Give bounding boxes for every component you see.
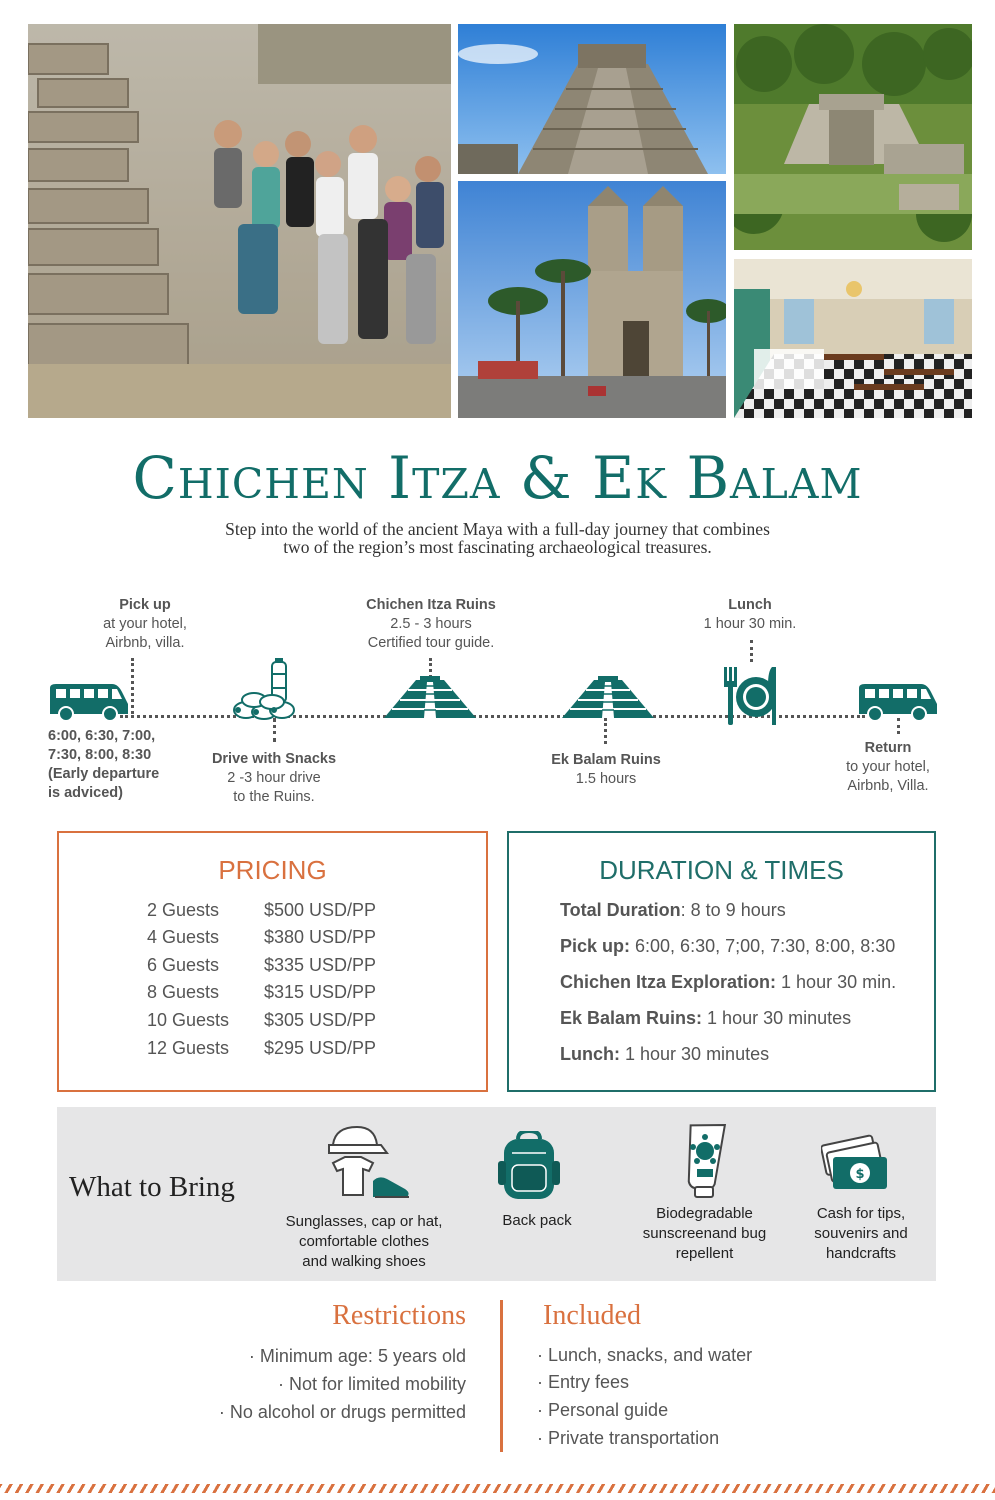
chichen-itza-pyramid-photo [458,24,726,174]
cap-and-shoes-icon [325,1123,413,1203]
price-amount: $380 USD/PP [264,927,377,947]
return-van-icon [855,682,939,722]
price-guests: 6 Guests [147,955,220,975]
bring-cash-line-3: handcrafts [825,1245,897,1262]
bring-cash-line-2: souvenirs and [814,1225,908,1242]
included-item: · Private transportation [537,1428,720,1448]
lunch-title: Lunch [728,597,772,613]
ek-balam-pyramid-icon [562,676,654,718]
colonial-church-photo [458,181,726,418]
duration-value: : 8 to 9 hours [680,900,786,920]
bring-item-sunscreen [617,1204,792,1264]
bring-sunscreen-line-1: Biodegradable [656,1205,753,1222]
decorative-bottom-border [0,1484,995,1493]
duration-label: Lunch: [560,1044,620,1064]
intro-line-2: two of the region’s most fascinating archaeological treasures. [283,537,712,557]
ek-balam-ruins-photo [734,24,972,250]
drive-connector [273,718,276,742]
duration-row [560,900,786,921]
drive-line-2: to the Ruins. [233,789,315,805]
intro-text [160,520,835,556]
backpack-icon [498,1131,560,1201]
included-item: · Entry fees [537,1372,630,1392]
bring-backpack-line-1: Back pack [502,1212,572,1229]
return-title: Return [864,740,912,756]
ekbalam-line-1: 1.5 hours [575,771,637,787]
svg-text:$: $ [855,1167,865,1182]
chichen-itza-stop [340,596,522,653]
price-amount: $315 USD/PP [264,982,377,1002]
restriction-item: · Minimum age: 5 years old [248,1346,466,1366]
price-amount: $500 USD/PP [264,900,377,920]
drive-title: Drive with Snacks [211,751,337,767]
chichen-line-1: 2.5 - 3 hours [390,616,472,632]
bring-sunscreen-line-3: repellent [675,1245,734,1262]
duration-row [560,1008,851,1029]
return-line-2: Airbnb, Villa. [847,778,929,794]
group-of-tourists-photo [28,24,451,418]
duration-box [507,831,936,1092]
chichen-itza-pyramid-icon [384,676,476,718]
price-guests: 12 Guests [147,1038,230,1058]
duration-value: 1 hour 30 minutes [702,1008,852,1028]
duration-value: 1 hour 30 min. [776,972,897,992]
ekbalam-title: Ek Balam Ruins [551,752,661,768]
bring-item-clothes [279,1212,449,1272]
pickup-title: Pick up [119,597,171,613]
snacks-and-water-icon [232,658,300,720]
restriction-item: · Not for limited mobility [277,1374,466,1394]
drive-stop [190,750,358,807]
pickup-times-line-1: 6:00, 6:30, 7:00, [48,728,156,744]
chichen-title: Chichen Itza Ruins [366,597,496,613]
duration-heading: DURATION & TIMES [599,855,844,885]
ek-balam-stop [525,751,687,789]
pickup-times-line-4: is adviced) [48,785,123,801]
bring-clothes-line-1: Sunglasses, cap or hat, [285,1213,443,1230]
duration-value: 1 hour 30 minutes [620,1044,770,1064]
cash-icon [821,1133,891,1193]
price-guests: 2 Guests [147,900,220,920]
lunch-stop [680,596,820,634]
duration-label: Chichen Itza Exploration: [560,972,777,992]
duration-row [560,936,895,957]
duration-label: Ek Balam Ruins: [560,1008,703,1028]
drive-line-1: 2 -3 hour drive [227,770,321,786]
restrictions-heading: Restrictions [332,1300,466,1331]
hacienda-dining-room-photo [734,259,972,418]
ekbalam-connector [604,718,607,744]
price-guests: 4 Guests [147,927,220,947]
pricing-heading: PRICING [218,855,327,885]
van-icon [46,682,130,722]
included-item: · Lunch, snacks, and water [537,1345,753,1365]
pricing-box [57,831,488,1092]
chichen-connector [429,658,432,678]
duration-value: 6:00, 6:30, 7;00, 7:30, 8:00, 8:30 [630,936,896,956]
intro-line-1: Step into the world of the ancient Maya with a full-day journey that combines [225,519,770,539]
chichen-line-2: Certified tour guide. [367,635,495,651]
plate-and-cutlery-icon [722,665,778,727]
pickup-line-2: Airbnb, villa. [105,635,185,651]
price-amount: $295 USD/PP [264,1038,377,1058]
included-heading: Included [543,1300,641,1331]
restriction-item: · No alcohol or drugs permitted [218,1402,466,1422]
price-guests: 10 Guests [147,1010,230,1030]
duration-row [560,1044,769,1065]
what-to-bring-title: What to Bring [69,1171,235,1203]
pickup-times-line-3: (Early departure [48,766,160,782]
lunch-line-1: 1 hour 30 min. [703,616,797,632]
included-item: · Personal guide [537,1400,669,1420]
bring-item-backpack [477,1211,597,1231]
bring-item-cash [791,1204,931,1264]
pickup-line-1: at your hotel, [103,616,187,632]
what-to-bring-panel [57,1107,936,1281]
pickup-times [48,727,188,803]
price-guests: 8 Guests [147,982,220,1002]
return-stop [828,739,948,796]
return-line-1: to your hotel, [846,759,930,775]
bring-cash-line-1: Cash for tips, [816,1205,906,1222]
price-amount: $335 USD/PP [264,955,377,975]
duration-label: Total Duration [560,900,681,920]
bring-clothes-line-2: comfortable clothes [298,1233,430,1250]
duration-label: Pick up: [560,936,631,956]
page-title: Chichen Itza & Ek Balam [132,444,863,512]
duration-row [560,972,896,993]
pickup-times-line-2: 7:30, 8:00, 8:30 [48,747,152,763]
lunch-connector [750,640,753,662]
bring-clothes-line-3: and walking shoes [302,1253,426,1270]
sunscreen-icon [681,1123,727,1199]
bring-sunscreen-line-2: sunscreenand bug [642,1225,767,1242]
section-divider [500,1300,503,1452]
pickup-stop [70,596,220,653]
pickup-connector [131,658,134,714]
price-amount: $305 USD/PP [264,1010,377,1030]
